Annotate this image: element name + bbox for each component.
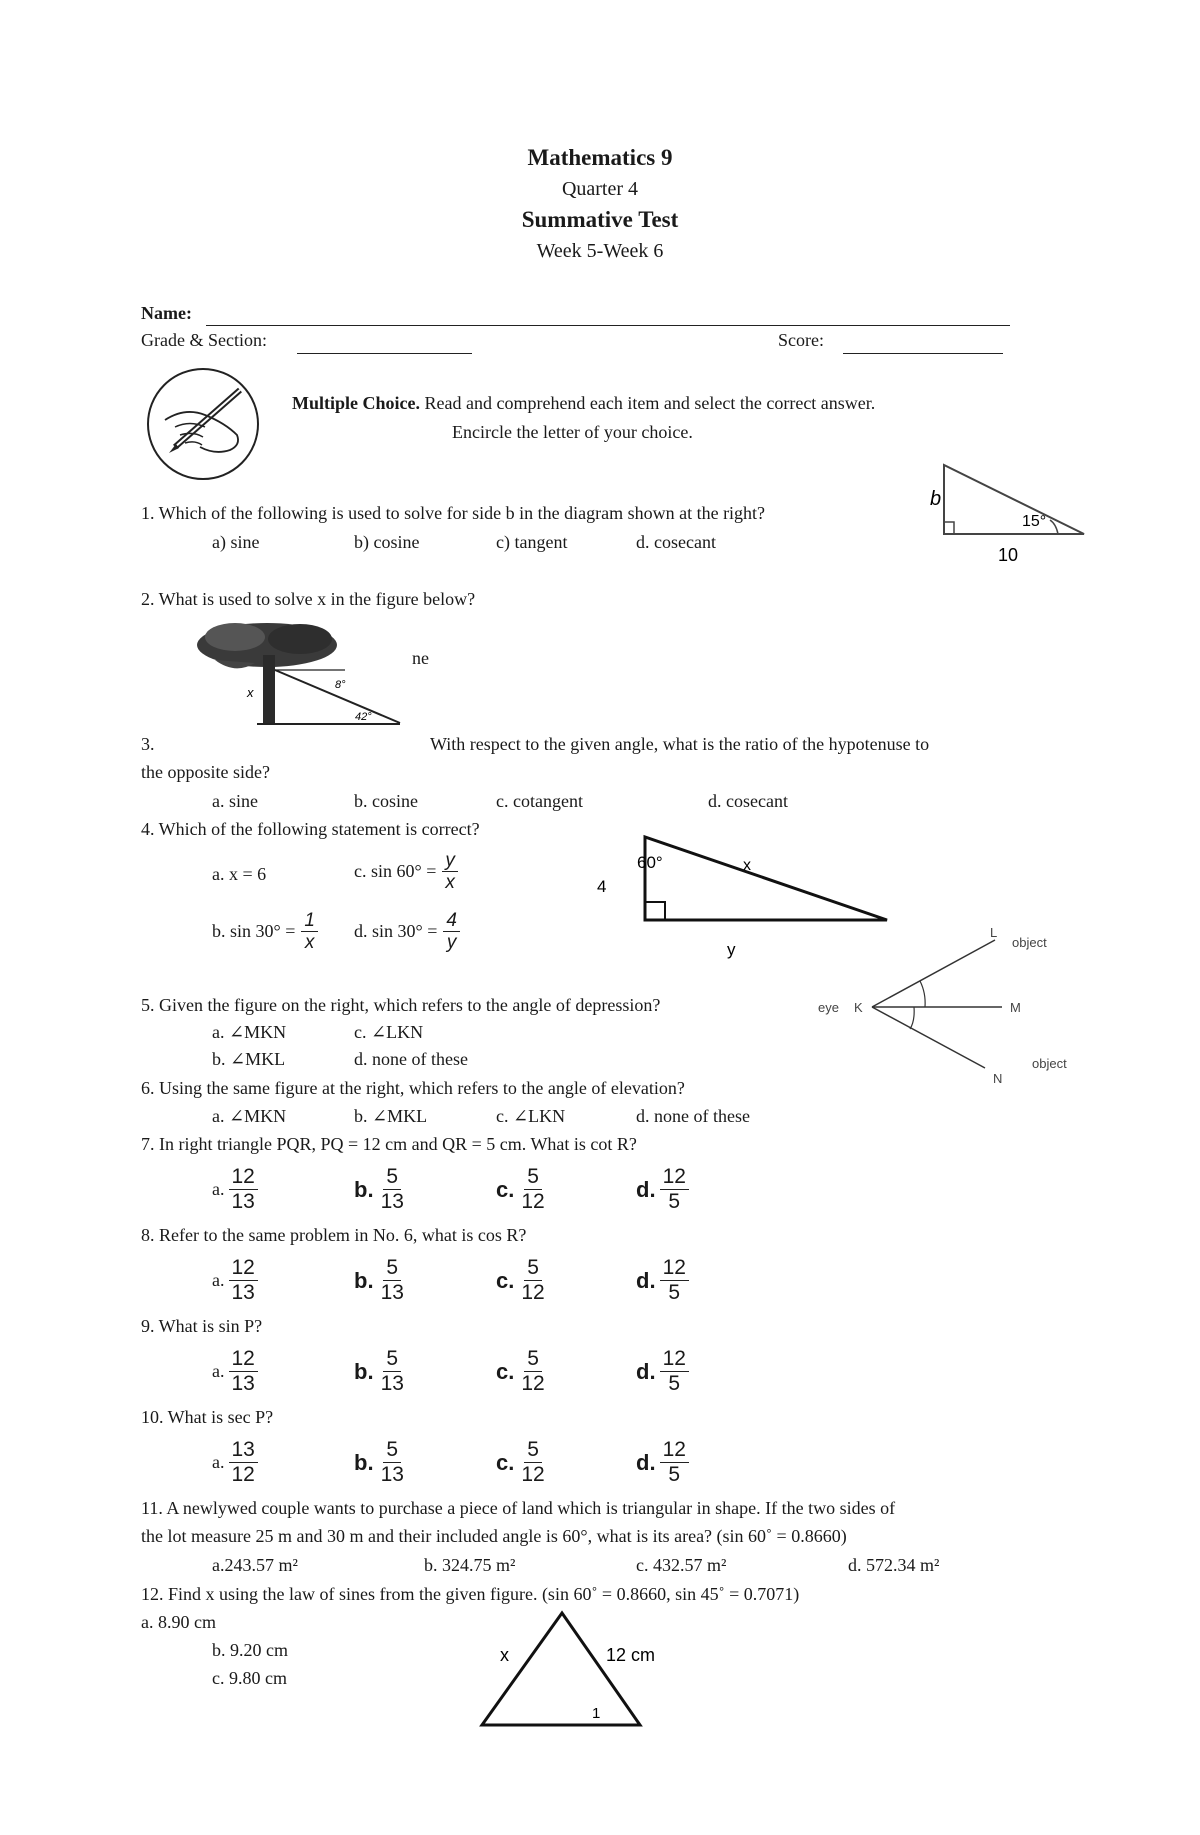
q12-triangle-figure xyxy=(470,1605,670,1730)
q11-option-c[interactable]: c. 432.57 m² xyxy=(636,1555,727,1575)
q10-option-b[interactable]: b. $\frac{5}{13}$ xyxy=(354,1438,404,1486)
q8-option-b[interactable]: b. $\frac{5}{13}$ xyxy=(354,1256,404,1304)
q9-option-a[interactable]: a. $\frac{12}{13}$ xyxy=(212,1347,258,1396)
q12-side-label: 12 cm xyxy=(606,1645,656,1665)
q12-option-a[interactable]: a. 8.90 cm xyxy=(141,1612,216,1632)
q5-object-label-1: object xyxy=(1012,935,1047,950)
q3-option-b[interactable]: b. cosine xyxy=(354,791,418,811)
q7-option-c[interactable]: c. $\frac{5}{12}$ xyxy=(496,1165,545,1213)
q4-bottom-label: y xyxy=(727,940,736,959)
q1-option-c[interactable]: c) tangent xyxy=(496,532,568,552)
q5-option-d[interactable]: d. none of these xyxy=(354,1049,468,1069)
q5-object-label-2: object xyxy=(1032,1056,1067,1071)
q1-text: 1. Which of the following is used to solve for side b in the diagram shown at the right? xyxy=(141,503,766,523)
name-field[interactable] xyxy=(206,325,1010,326)
q6-option-d[interactable]: d. none of these xyxy=(636,1106,750,1126)
q9-option-d[interactable]: d. $\frac{12}{5}$ xyxy=(636,1347,689,1396)
q5-K-label: K xyxy=(854,1000,863,1015)
q5-angle-figure xyxy=(810,925,1090,1090)
q6-option-b[interactable]: b. ∠MKL xyxy=(354,1106,428,1126)
q4-left-label: 4 xyxy=(597,877,607,896)
instructions-text: Read and comprehend each item and select the correct answer. xyxy=(420,393,876,413)
q12-option-b[interactable]: b. 9.20 cm xyxy=(212,1640,288,1660)
q11-option-d[interactable]: d. 572.34 m² xyxy=(848,1555,940,1575)
q5-L-label: L xyxy=(990,925,998,940)
q7-text: 7. In right triangle PQR, PQ = 12 cm and QR = 5 cm. What is cot R? xyxy=(141,1134,637,1154)
q10-text: 10. What is sec P? xyxy=(141,1407,274,1427)
q2-angle-label: 42° xyxy=(355,711,372,723)
q4-hyp-label: x xyxy=(743,857,751,874)
q12-option-c[interactable]: c. 9.80 cm xyxy=(212,1668,287,1688)
quarter-label: Quarter 4 xyxy=(561,178,639,200)
q5-option-a[interactable]: a. ∠MKN xyxy=(212,1022,287,1042)
q8-option-c[interactable]: c. $\frac{5}{12}$ xyxy=(496,1256,545,1304)
q1-base-label: 10 xyxy=(998,545,1019,565)
q1-angle-label: 15° xyxy=(1022,513,1047,530)
q4-angle-label: 60° xyxy=(637,853,663,872)
q7-option-b[interactable]: b. $\frac{5}{13}$ xyxy=(354,1165,404,1213)
instructions-line-1 xyxy=(292,393,875,414)
q4-b-fraction: $\frac{1}{x}$ xyxy=(301,910,318,953)
q1-option-d[interactable]: d. cosecant xyxy=(636,532,716,552)
q3-option-c[interactable]: c. cotangent xyxy=(496,791,583,811)
q1-triangle-figure xyxy=(930,460,1090,570)
q3-option-d[interactable]: d. cosecant xyxy=(708,791,788,811)
q1-option-a[interactable]: a) sine xyxy=(212,532,260,552)
grade-section-field[interactable] xyxy=(297,353,472,354)
q11-text-2: the lot measure 25 m and 30 m and their included angle is 60°, what is its area? (sin 60˚ = 0.8660) xyxy=(141,1526,847,1546)
q3-text: With respect to the given angle, what is the ratio of the hypotenuse to xyxy=(430,734,930,754)
q12-x-label: x xyxy=(500,1645,509,1665)
q10-option-d[interactable]: d. $\frac{12}{5}$ xyxy=(636,1438,689,1487)
q6-option-c[interactable]: c. ∠LKN xyxy=(496,1106,566,1126)
q2-eight-label: 8° xyxy=(335,679,346,691)
writing-hand-icon xyxy=(145,365,265,483)
q2-text: 2. What is used to solve x in the figure below? xyxy=(141,589,476,609)
test-title: Summative Test xyxy=(521,207,679,232)
q4-option-b[interactable]: b. sin 30° = $\frac{1}{x}$ xyxy=(212,910,318,953)
q8-option-a[interactable]: a. $\frac{12}{13}$ xyxy=(212,1256,258,1305)
score-field[interactable] xyxy=(843,353,1003,354)
q4-d-fraction: $\frac{4}{y}$ xyxy=(443,910,460,953)
q4-text: 4. Which of the following statement is correct? xyxy=(141,819,480,839)
name-label: Name: xyxy=(141,303,192,323)
q4-option-d[interactable]: d. sin 30° = $\frac{4}{y}$ xyxy=(354,910,460,953)
q6-option-a[interactable]: a. ∠MKN xyxy=(212,1106,287,1126)
q12-text: 12. Find x using the law of sines from the given figure. (sin 60˚ = 0.8660, sin 45˚ = 0.7071) xyxy=(141,1584,800,1604)
q12-inner-label: 1 xyxy=(592,1705,601,1722)
q7-option-a[interactable]: a. $\frac{12}{13}$ xyxy=(212,1165,258,1214)
page-title: Mathematics 9 xyxy=(527,145,673,170)
q5-option-c[interactable]: c. ∠LKN xyxy=(354,1022,424,1042)
q3-number: 3. xyxy=(141,734,155,754)
q5-text: 5. Given the figure on the right, which refers to the angle of depression? xyxy=(141,995,661,1015)
q2-tree-figure xyxy=(195,615,410,730)
q10-option-c[interactable]: c. $\frac{5}{12}$ xyxy=(496,1438,545,1486)
q7-option-d[interactable]: d. $\frac{12}{5}$ xyxy=(636,1165,689,1214)
q5-M-label: M xyxy=(1010,1000,1021,1015)
q3-text-2: the opposite side? xyxy=(141,762,270,782)
q2-x-label: x xyxy=(247,685,254,700)
weeks-label: Week 5-Week 6 xyxy=(536,240,664,262)
q4-option-c[interactable]: c. sin 60° = $\frac{y}{x}$ xyxy=(354,850,458,893)
q8-text: 8. Refer to the same problem in No. 6, what is cos R? xyxy=(141,1225,527,1245)
q9-option-c[interactable]: c. $\frac{5}{12}$ xyxy=(496,1347,545,1395)
q11-option-b[interactable]: b. 324.75 m² xyxy=(424,1555,516,1575)
q1-side-label: b xyxy=(930,488,942,510)
grade-section-label: Grade & Section: xyxy=(141,330,267,350)
q3-option-a[interactable]: a. sine xyxy=(212,791,258,811)
q5-eye-label: eye xyxy=(818,1000,839,1015)
q6-text: 6. Using the same figure at the right, which refers to the angle of elevation? xyxy=(141,1078,685,1098)
q8-option-d[interactable]: d. $\frac{12}{5}$ xyxy=(636,1256,689,1305)
score-label: Score: xyxy=(778,330,824,350)
q2-partial-text: ne xyxy=(412,648,429,668)
q10-option-a[interactable]: a. $\frac{13}{12}$ xyxy=(212,1438,258,1487)
q1-option-b[interactable]: b) cosine xyxy=(354,532,420,552)
q5-option-b[interactable]: b. ∠MKL xyxy=(212,1049,286,1069)
instructions-line-2: Encircle the letter of your choice. xyxy=(452,422,693,442)
q9-text: 9. What is sin P? xyxy=(141,1316,263,1336)
instructions-heading: Multiple Choice. xyxy=(292,393,420,413)
q11-text: 11. A newlywed couple wants to purchase a piece of land which is triangular in shape. If the two sides of xyxy=(141,1498,896,1518)
q5-N-label: N xyxy=(993,1071,1003,1086)
q11-option-a[interactable]: a.243.57 m² xyxy=(212,1555,298,1575)
q4-option-a[interactable]: a. x = 6 xyxy=(212,864,267,884)
q4-c-fraction: $\frac{y}{x}$ xyxy=(442,850,458,893)
q9-option-b[interactable]: b. $\frac{5}{13}$ xyxy=(354,1347,404,1395)
